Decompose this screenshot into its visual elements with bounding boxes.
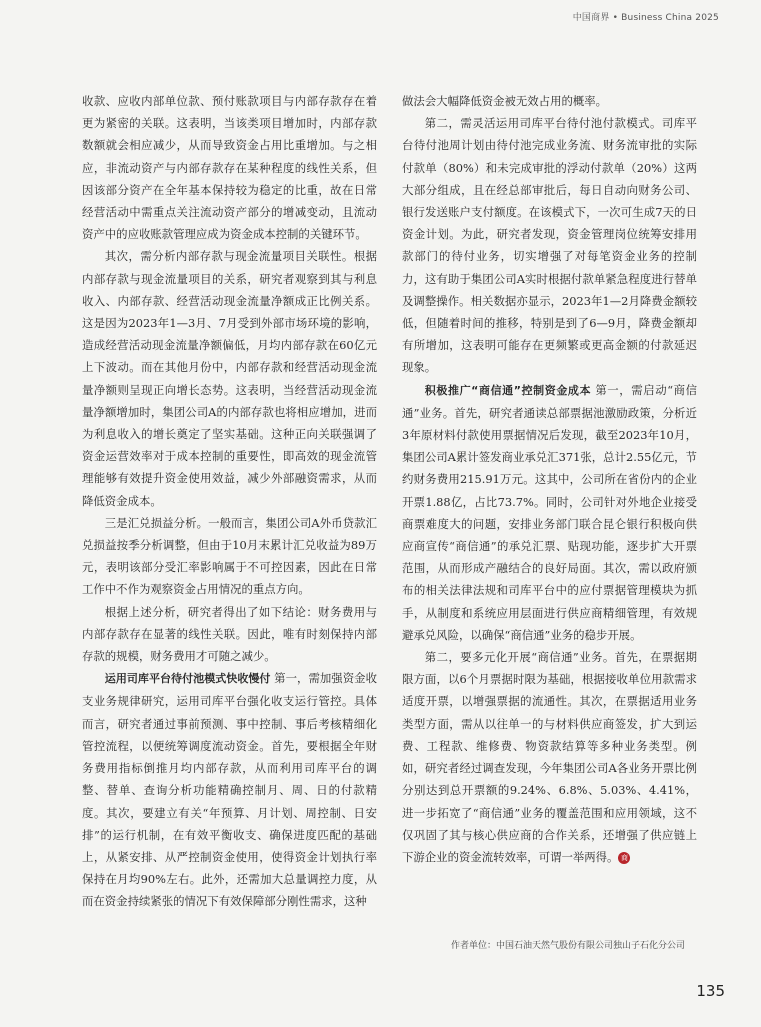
- right-column: [402, 90, 697, 868]
- paragraph: [402, 379, 697, 646]
- left-column: [82, 90, 377, 913]
- paragraph: 其次，需分析内部存款与现金流量项目关联性。根据内部存款与现金流量项目的关系，研究者观察到其与利息收入、内部存款、经营活动现金流量净额成正比例关系。这是因为2023年1—3月、7月受到外部市场环境的影响，造成经营活动现金流量净额偏低，月均内部存款在60亿元上下波动。而在其他月份中，内部存款和经营活动现金流量净额则呈现正向增长态势。这表明，当经营活动现金流量净额增加时，集团公司A的内部存款也将相应增加，进而为利息收入的增长奠定了坚实基础。这种正向关联强调了资金运营效率对于成本控制的重要性，即高效的现金流管理能够有效提升资金使用效益，减少外部融资需求，从而降低资金成本。: [82, 249, 377, 508]
- paragraph: [402, 646, 697, 868]
- section-heading: 运用司库平台待付池模式快收慢付: [104, 672, 271, 686]
- author-affiliation: 作者单位：中国石油天然气股份有限公司独山子石化分公司: [451, 941, 686, 951]
- paragraph-text: 第一，需加强资金收支业务规律研究，运用司库平台强化收支运行管控。具体而言，研究者通过事前预测、事中控制、事后考核精细化管控流程，以便统筹调度流动资金。首先，要根据全年财务费用指标倒推月均内部存款，从而利用司库平台的调整、替单、查询分析功能精确控制月、周、日的付款精度。其次，要建立有关“年预算、月计划、周控制、日安排”的运行机制，在有效平衡收支、确保进度匹配的基础上，从紧安排、从严控制资金使用，使得资金计划执行率保持在月均90%左右。此外，还需加大总量调控力度，从而在资金持续紧张的情况下有效保障部分刚性需求，这种: [82, 671, 378, 909]
- end-mark-icon: 商: [618, 852, 630, 864]
- paragraph: 根据上述分析，研究者得出了如下结论：财务费用与内部存款存在显著的线性关联。因此，唯有时刻保持内部存款的规模，财务费用才可随之减少。: [82, 604, 377, 664]
- paragraph: 做法会大幅降低资金被无效占用的概率。: [402, 94, 608, 108]
- paragraph: 收款、应收内部单位款、预付账款项目与内部存款存在着更为紧密的关联。这表明，当该类项目增加时，内部存款数额就会相应减少，从而导致资金占用比重增加。与之相应，非流动资产与内部存款存在某种程度的线性关系，但因该部分资产在全年基本保持较为稳定的比重，故在日常经营活动中需重点关注流动资产部分的增减变动，且流动资产中的应收账款管理应成为资金成本控制的关键环节。: [82, 94, 377, 242]
- section-heading: 积极推广“商信通”控制资金成本: [424, 383, 592, 397]
- page-number: 135: [696, 982, 725, 1000]
- running-header: 中国商界 • Business China 2025: [572, 13, 719, 23]
- paragraph: [82, 667, 377, 912]
- paragraph-text: 第二，要多元化开展“商信通”业务。首先，在票据期限方面，以6个月票据时限为基础，根据接收单位用款需求适度开票，以增强票据的流通性。其次，在票据适用业务类型方面，需从以往单一的与材料供应商签发，扩大到运费、工程款、维修费、物资款结算等多种业务类型。例如，研究者经过调查发现，今年集团公司A各业务开票比例分别达到总开票额的9.24%、6.8%、5.03%、4.41%，进一步拓宽了“商信通”业务的覆盖范围和应用领域，这不仅巩固了其与核心供应商的合作关系，还增强了供应链上下游企业的资金流转效率，可谓一举两得。: [402, 650, 697, 864]
- paragraph: 三是汇兑损益分析。一般而言，集团公司A外币贷款汇兑损益按季分析调整，但由于10月末累计汇兑收益为89万元，表明该部分受汇率影响属于不可控因素，因此在日常工作中不作为观察资金占用情况的重点方向。: [82, 515, 377, 597]
- paragraph-text: 第一，需启动“商信通”业务。首先，研究者通读总部票据池激励政策，分析近3年原材料付款使用票据情况后发现，截至2023年10月，集团公司A累计签发商业承兑汇371张，总计2.55亿元，节约财务费用215.91万元。这其中，公司所在省份内的企业开票1.88亿，占比73.7%。同时，公司针对外地企业接受商票难度大的问题，安排业务部门联合昆仑银行积极向供应商宣传“商信通”的承兑汇票、贴现功能，逐步扩大开票范围，从而形成产融结合的良好局面。其次，需以政府颁布的相关法律法规和司库平台中的应付票据管理模块为抓手，从制度和系统应用层面进行供应商精细管理，有效规避承兑风险，以确保“商信通”业务的稳步开展。: [402, 382, 697, 642]
- paragraph: 第二，需灵活运用司库平台待付池付款模式。司库平台待付池周计划由待付池完成业务流、财务流审批的实际付款单（80%）和未完成审批的浮动付款单（20%）这两大部分组成，且在经总部审批后，每日自动向财务公司、银行发送账户支付额度。在该模式下，一次可生成7天的日资金计划。为此，研究者发现，资金管理岗位统筹安排用款部门的待付业务，切实增强了对每笔资金业务的控制力，这有助于集团公司A实时根据付款单紧急程度进行替单及调整操作。相关数据亦显示，2023年1—2月降费金额较低，但随着时间的推移，特别是到了6—9月，降费金额却有所增加，这表明可能存在更频繁或更高金额的付款延迟现象。: [402, 116, 697, 375]
